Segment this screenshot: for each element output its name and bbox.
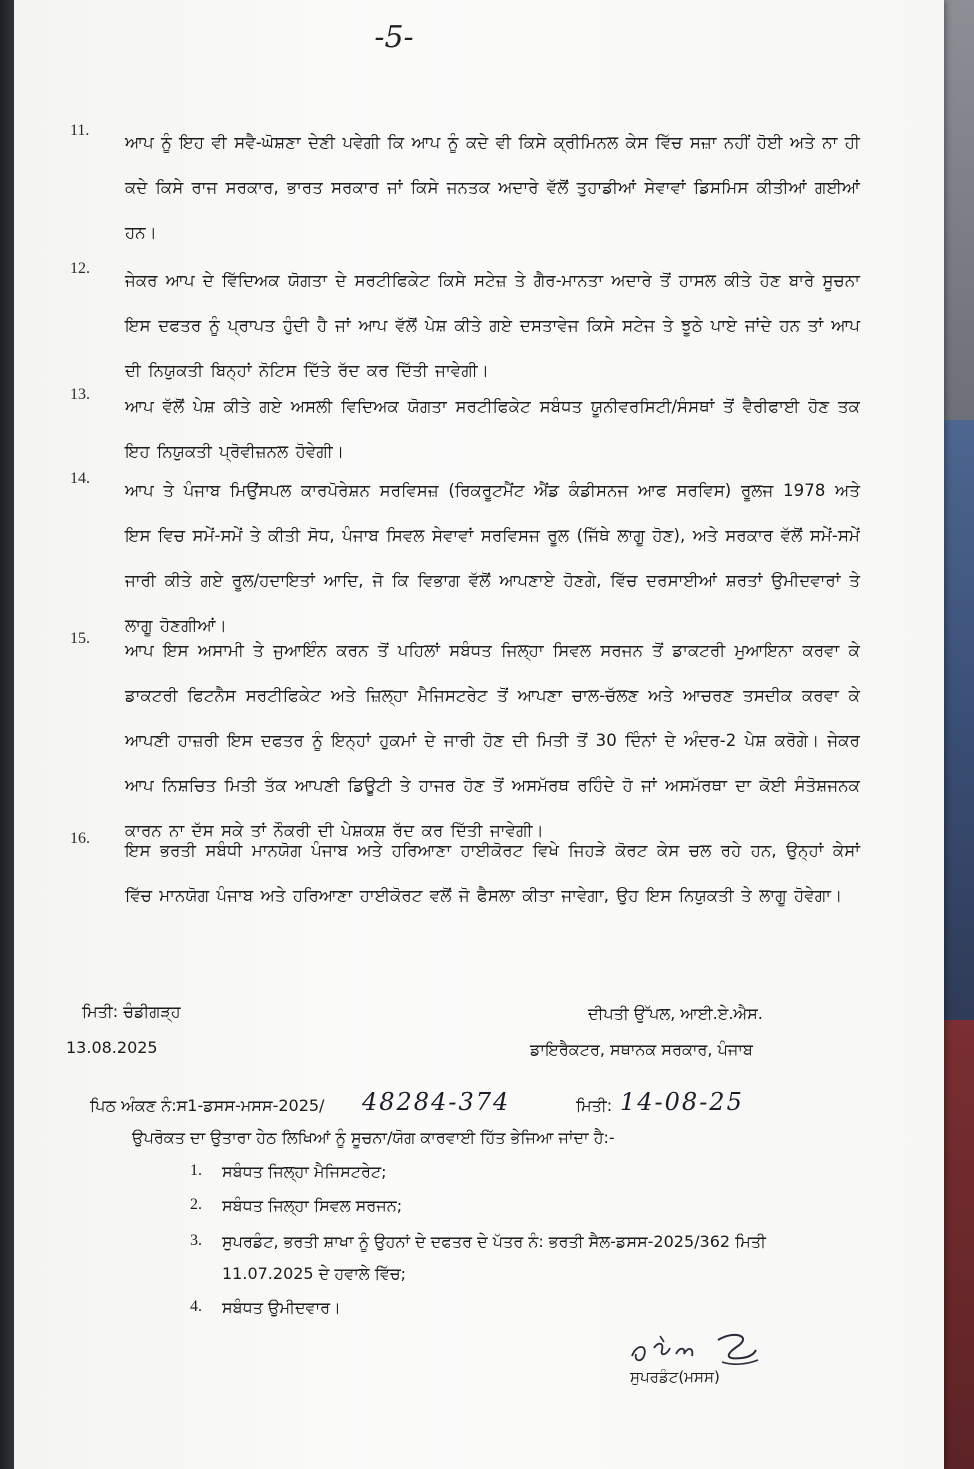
copy-text: ਸੁਪਰਡੰਟ, ਭਰਤੀ ਸ਼ਾਖਾ ਨੂੰ ਉਹਨਾਂ ਦੇ ਦਫਤਰ ਦੇ ਪੱਤਰ ਨੰ: ਭਰਤੀ ਸੈਲ-ਡਸਸ-2025/362 ਮਿਤੀ 11.07.2025 ਦੇ ਹਵਾਲੇ ਵਿੱਚ; bbox=[222, 1232, 766, 1283]
clause-number: 15. bbox=[70, 630, 90, 647]
clause-number: 11. bbox=[70, 122, 90, 139]
copy-text: ਸਬੰਧਤ ਜਿਲ੍ਹਾ ਸਿਵਲ ਸਰਜਨ; bbox=[222, 1196, 403, 1215]
clause-text: ਆਪ ਇਸ ਅਸਾਮੀ ਤੇ ਜੁਆਇੰਨ ਕਰਨ ਤੋਂ ਪਹਿਲਾਂ ਸਬੰਧਤ ਜਿਲ੍ਹਾ ਸਿਵਲ ਸਰਜਨ ਤੋਂ ਡਾਕਟਰੀ ਮੁਆਇਨਾ ਕਰਵਾ ਕੇ ਡਾਕਟਰੀ ਫਿਟਨੈਸ ਸਰਟੀਫਿਕੇਟ ਅਤੇ ਜ਼ਿਲ੍ਹਾ ਮੈਜਿਸਟਰੇਟ ਤੋਂ ਆਪਣਾ ਚਾਲ-ਚੱਲਣ ਅਤੇ ਆਚਰਣ ਤਸਦੀਕ ਕਰਵਾ ਕੇ ਆਪਣੀ ਹਾਜ਼ਰੀ ਇਸ ਦਫਤਰ ਨੂੰ ਇਨ੍ਹਾਂ ਹੁਕਮਾਂ ਦੇ ਜਾਰੀ ਹੋਣ ਦੀ ਮਿਤੀ ਤੋਂ 30 ਦਿੰਨਾਂ ਦੇ ਅੰਦਰ-2 ਪੇਸ਼ ਕਰੋਗੇ। ਜੇਕਰ ਆਪ ਨਿਸ਼ਚਿਤ ਮਿਤੀ ਤੱਕ ਆਪਣੀ ਡਿਊਟੀ ਤੇ ਹਾਜਰ ਹੋਣ ਤੋਂ ਅਸਮੱਰਥ ਰਹਿੰਦੇ ਹੋ ਜਾਂ ਅਸਮੱਰਥਾ ਦਾ ਕੋਈ ਸੰਤੋਸ਼ਜਨਕ ਕਾਰਨ ਨਾ ਦੱਸ ਸਕੇ ਤਾਂ ਨੌਕਰੀ ਦੀ ਪੇਸ਼ਕਸ਼ ਰੱਦ ਕਰ ਦਿੱਤੀ ਜਾਵੇਗੀ। bbox=[125, 641, 860, 840]
endorsement-label: ਪਿਠ ਅੰਕਣ ਨੰ:ਸ1-ਡਸਸ-ਮਸਸ-2025/ bbox=[90, 1096, 325, 1115]
copy-number: 1. bbox=[190, 1162, 202, 1179]
copy-number: 2. bbox=[190, 1196, 202, 1213]
clause-number: 13. bbox=[70, 386, 90, 403]
clause-text: ਆਪ ਨੂੰ ਇਹ ਵੀ ਸਵੈ-ਘੋਸ਼ਣਾ ਦੇਣੀ ਪਵੇਗੀ ਕਿ ਆਪ ਨੂੰ ਕਦੇ ਵੀ ਕਿਸੇ ਕ੍ਰੀਮਿਨਲ ਕੇਸ ਵਿੱਚ ਸਜ਼ਾ ਨਹੀਂ ਹੋਈ ਅਤੇ ਨਾ ਹੀ ਕਦੇ ਕਿਸੇ ਰਾਜ ਸਰਕਾਰ, ਭਾਰਤ ਸਰਕਾਰ ਜਾਂ ਕਿਸੇ ਜਨਤਕ ਅਦਾਰੇ ਵੱਲੋਂ ਤੁਹਾਡੀਆਂ ਸੇਵਾਵਾਂ ਡਿਸਮਿਸ ਕੀਤੀਆਂ ਗਈਆਂ ਹਨ। bbox=[125, 133, 860, 242]
copy-number: 3. bbox=[190, 1232, 202, 1249]
document-page bbox=[14, 0, 944, 1469]
clause-text: ਆਪ ਵੱਲੋਂ ਪੇਸ਼ ਕੀਤੇ ਗਏ ਅਸਲੀ ਵਿਦਿਅਕ ਯੋਗਤਾ ਸਰਟੀਫਿਕੇਟ ਸਬੰਧਤ ਯੂਨੀਵਰਸਿਟੀ/ਸੰਸਥਾਂ ਤੋਂ ਵੈਰੀਫਾਈ ਹੋਣ ਤਕ ਇਹ ਨਿਯੁਕਤੀ ਪ੍ਰੋਵੀਜ਼ਨਲ ਹੋਵੇਗੀ। bbox=[125, 397, 860, 461]
officer-designation: ਡਾਇਰੈਕਟਰ, ਸਥਾਨਕ ਸਰਕਾਰ, ਪੰਜਾਬ bbox=[530, 1040, 753, 1059]
endorsement-date-label: ਮਿਤੀ: bbox=[576, 1096, 613, 1115]
clause-number: 16. bbox=[70, 830, 90, 847]
endorsement-line bbox=[90, 1088, 790, 1128]
officer-name: ਦੀਪਤੀ ਉੱਪਲ, ਆਈ.ਏ.ਐਸ. bbox=[588, 1004, 763, 1023]
page-number: -5- bbox=[374, 20, 414, 55]
clause-number: 14. bbox=[70, 470, 90, 487]
copy-number: 4. bbox=[190, 1298, 202, 1315]
signature-date: 13.08.2025 bbox=[66, 1038, 158, 1057]
copy-text: ਸਬੰਧਤ ਉਮੀਦਵਾਰ। bbox=[222, 1298, 341, 1317]
clause-text: ਇਸ ਭਰਤੀ ਸਬੰਧੀ ਮਾਨਯੋਗ ਪੰਜਾਬ ਅਤੇ ਹਰਿਆਣਾ ਹਾਈਕੋਰਟ ਵਿਖੇ ਜਿਹੜੇ ਕੋਰਟ ਕੇਸ ਚਲ ਰਹੇ ਹਨ, ਉਨ੍ਹਾਂ ਕੇਸਾਂ ਵਿੱਚ ਮਾਨਯੋਗ ਪੰਜਾਬ ਅਤੇ ਹਰਿਆਣਾ ਹਾਈਕੋਰਟ ਵਲੋਂ ਜੋ ਫੈਸਲਾ ਕੀਤਾ ਜਾਵੇਗਾ, ਉਹ ਇਸ ਨਿਯੁਕਤੀ ਤੇ ਲਾਗੂ ਹੋਵੇਗਾ। bbox=[125, 841, 860, 905]
copy-intro: ਉਪਰੋਕਤ ਦਾ ਉਤਾਰਾ ਹੇਠ ਲਿਖਿਆਂ ਨੂੰ ਸੂਚਨਾ/ਯੋਗ ਕਾਰਵਾਈ ਹਿੱਤ ਭੇਜਿਆ ਜਾਂਦਾ ਹੈ:- bbox=[132, 1128, 615, 1147]
endorsement-handwritten-date: 14-08-25 bbox=[620, 1088, 744, 1116]
handwritten-signature-icon bbox=[626, 1326, 766, 1370]
clause-number: 12. bbox=[70, 260, 90, 277]
clause-text: ਜੇਕਰ ਆਪ ਦੇ ਵਿੱਦਿਅਕ ਯੋਗਤਾ ਦੇ ਸਰਟੀਫਿਕੇਟ ਕਿਸੇ ਸਟੇਜ਼ ਤੇ ਗੈਰ-ਮਾਨਤਾ ਅਦਾਰੇ ਤੋਂ ਹਾਸਲ ਕੀਤੇ ਹੋਣ ਬਾਰੇ ਸੂਚਨਾ ਇਸ ਦਫਤਰ ਨੂੰ ਪ੍ਰਾਪਤ ਹੁੰਦੀ ਹੈ ਜਾਂ ਆਪ ਵੱਲੋਂ ਪੇਸ਼ ਕੀਤੇ ਗਏ ਦਸਤਾਵੇਜ ਕਿਸੇ ਸਟੇਜ ਤੇ ਝੂਠੇ ਪਾਏ ਜਾਂਦੇ ਹਨ ਤਾਂ ਆਪ ਦੀ ਨਿਯੁਕਤੀ ਬਿਨ੍ਹਾਂ ਨੋਟਿਸ ਦਿੱਤੇ ਰੱਦ ਕਰ ਦਿੱਤੀ ਜਾਵੇਗੀ। bbox=[125, 271, 860, 380]
copy-text: ਸਬੰਧਤ ਜਿਲ੍ਹਾ ਮੈਜਿਸਟਰੇਟ; bbox=[222, 1162, 387, 1181]
signature-place: ਮਿਤੀ: ਚੰਡੀਗੜ੍ਹ bbox=[82, 1002, 181, 1021]
endorsement-handwritten-number: 48284-374 bbox=[362, 1088, 511, 1116]
superintendent-designation: ਸੁਪਰਡੰਟ(ਮਸਸ) bbox=[630, 1368, 720, 1386]
clause-text: ਆਪ ਤੇ ਪੰਜਾਬ ਮਿਉਂਸਪਲ ਕਾਰਪੋਰੇਸ਼ਨ ਸਰਵਿਸਜ਼ (ਰਿਕਰੂਟਮੈਂਟ ਐਂਡ ਕੰਡੀਸਨਜ ਆਫ ਸਰਵਿਸ) ਰੂਲਜ 1978 ਅਤੇ ਇਸ ਵਿਚ ਸਮੇਂ-ਸਮੇਂ ਤੇ ਕੀਤੀ ਸੋਧ, ਪੰਜਾਬ ਸਿਵਲ ਸੇਵਾਵਾਂ ਸਰਵਿਸਜ ਰੂਲ (ਜਿੱਥੇ ਲਾਗੂ ਹੋਣ), ਅਤੇ ਸਰਕਾਰ ਵੱਲੋਂ ਸਮੇਂ-ਸਮੇਂ ਜਾਰੀ ਕੀਤੇ ਗਏ ਰੂਲ/ਹਦਾਇਤਾਂ ਆਦਿ, ਜੋ ਕਿ ਵਿਭਾਗ ਵੱਲੋਂ ਆਪਣਾਏ ਹੋਣਗੇ, ਵਿੱਚ ਦਰਸਾਈਆਂ ਸ਼ਰਤਾਂ ਉਮੀਦਵਾਰਾਂ ਤੇ ਲਾਗੂ ਹੋਣਗੀਆਂ। bbox=[125, 481, 860, 635]
